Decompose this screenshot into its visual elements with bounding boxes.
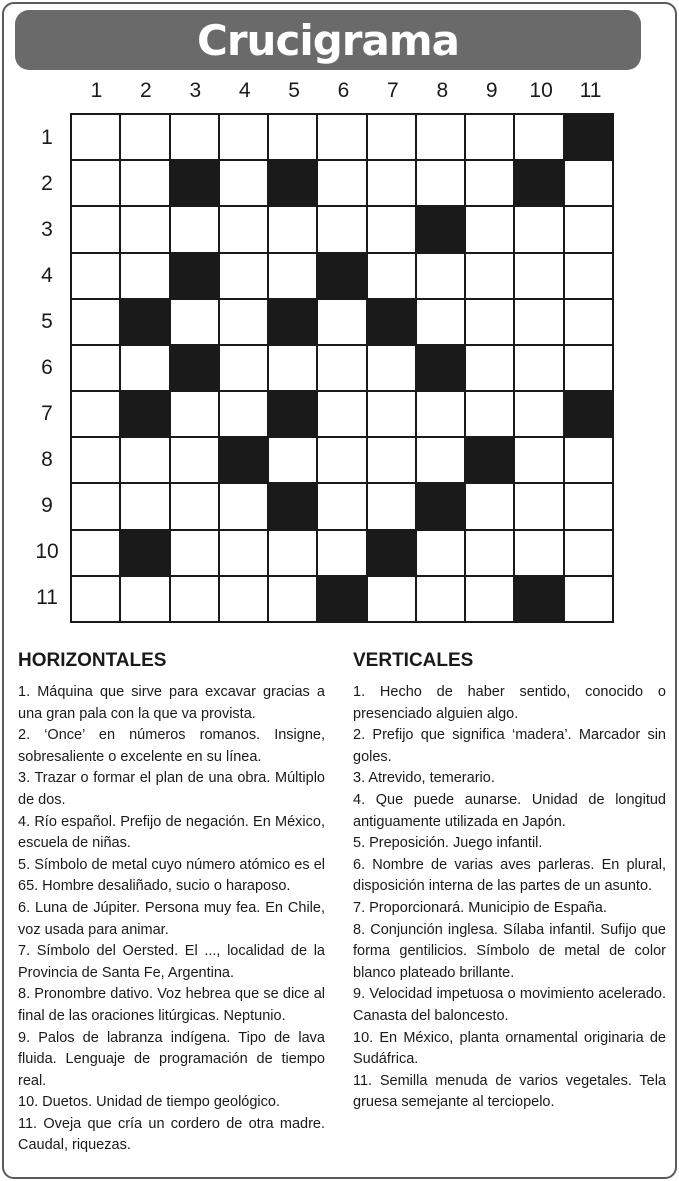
- vertical-clue: 3. Atrevido, temerario.: [353, 770, 495, 787]
- answer-cell[interactable]: [515, 254, 562, 298]
- answer-cell[interactable]: [368, 207, 415, 251]
- answer-cell[interactable]: [220, 577, 267, 621]
- answer-cell[interactable]: [121, 254, 168, 298]
- horizontal-clue: 6. Luna de Júpiter. Persona muy fea. En Chile, voz usada para animar.: [18, 899, 325, 938]
- answer-cell[interactable]: [269, 577, 316, 621]
- row-number: 5: [41, 310, 53, 333]
- answer-cell[interactable]: [515, 115, 562, 159]
- answer-cell[interactable]: [121, 484, 168, 528]
- row-number: 2: [41, 172, 53, 195]
- answer-cell[interactable]: [417, 531, 464, 575]
- row-number: 1: [41, 126, 53, 149]
- answer-cell[interactable]: [121, 207, 168, 251]
- answer-cell[interactable]: [171, 438, 218, 482]
- horizontal-clue: 10. Duetos. Unidad de tiempo geológico.: [18, 1094, 280, 1111]
- answer-cell[interactable]: [171, 577, 218, 621]
- horizontal-clue: 3. Trazar o formar el plan de una obra. Múltiplo de dos.: [18, 770, 325, 808]
- vertical-clue-list: [353, 682, 666, 1114]
- answer-cell[interactable]: [565, 207, 612, 251]
- row-number: 8: [41, 448, 53, 471]
- answer-cell[interactable]: [220, 531, 267, 575]
- column-number: 3: [189, 79, 202, 102]
- vertical-clue: 11. Semilla menuda de varios vegetales. Tela gruesa semejante al terciopelo.: [353, 1072, 666, 1111]
- answer-cell[interactable]: [515, 346, 562, 390]
- answer-cell[interactable]: [171, 300, 218, 344]
- answer-cell[interactable]: [515, 300, 562, 344]
- horizontal-clue: 8. Pronombre dativo. Voz hebrea que se dice al final de las oraciones litúrgicas. Neptunio.: [18, 986, 325, 1024]
- answer-cell[interactable]: [466, 300, 513, 344]
- answer-cell[interactable]: [565, 438, 612, 482]
- answer-cell[interactable]: [515, 207, 562, 251]
- row-number: 4: [41, 264, 53, 287]
- answer-cell[interactable]: [121, 577, 168, 621]
- black-cell: [466, 438, 513, 482]
- vertical-clue: 10. En México, planta ornamental originaria de Sudáfrica.: [353, 1029, 666, 1068]
- answer-cell[interactable]: [417, 392, 464, 436]
- answer-cell[interactable]: [565, 254, 612, 298]
- answer-cell[interactable]: [318, 207, 365, 251]
- answer-cell[interactable]: [515, 438, 562, 482]
- answer-cell[interactable]: [466, 484, 513, 528]
- answer-cell[interactable]: [466, 161, 513, 205]
- black-cell: [515, 577, 562, 621]
- answer-cell[interactable]: [220, 254, 267, 298]
- page-title: Crucigrama: [197, 16, 459, 65]
- answer-cell[interactable]: [72, 346, 119, 390]
- black-cell: [417, 207, 464, 251]
- answer-cell[interactable]: [368, 392, 415, 436]
- answer-cell[interactable]: [318, 346, 365, 390]
- column-number: 6: [337, 79, 350, 102]
- horizontal-clue: 9. Palos de labranza indígena. Tipo de lava fluida. Lenguaje de programación de tiempo real.: [18, 1029, 325, 1089]
- vertical-clues-heading: VERTICALES: [353, 650, 474, 671]
- answer-cell[interactable]: [269, 254, 316, 298]
- answer-cell[interactable]: [466, 346, 513, 390]
- black-cell: [171, 346, 218, 390]
- answer-cell[interactable]: [417, 577, 464, 621]
- row-number: 11: [36, 586, 58, 609]
- answer-cell[interactable]: [417, 115, 464, 159]
- black-cell: [171, 254, 218, 298]
- horizontal-clue: 2. ‘Once’ en números romanos. Insigne, sobresaliente o excelente en su línea.: [18, 727, 325, 765]
- answer-cell[interactable]: [171, 484, 218, 528]
- horizontal-clue-list: [18, 682, 325, 1157]
- row-number: 10: [35, 540, 59, 563]
- column-number: 7: [387, 79, 399, 102]
- answer-cell[interactable]: [368, 577, 415, 621]
- answer-cell[interactable]: [417, 161, 464, 205]
- column-number: 2: [140, 79, 152, 102]
- answer-cell[interactable]: [220, 484, 267, 528]
- answer-cell[interactable]: [318, 531, 365, 575]
- column-number: 11: [579, 79, 602, 102]
- answer-cell[interactable]: [368, 115, 415, 159]
- row-number: 6: [41, 356, 53, 379]
- answer-cell[interactable]: [72, 115, 119, 159]
- vertical-clue: 1. Hecho de haber sentido, conocido o presenciado alguien algo.: [353, 684, 666, 722]
- black-cell: [269, 300, 316, 344]
- black-cell: [121, 531, 168, 575]
- answer-cell[interactable]: [368, 484, 415, 528]
- horizontal-clue: 4. Río español. Prefijo de negación. En México, escuela de niñas.: [18, 813, 325, 852]
- answer-cell[interactable]: [121, 115, 168, 159]
- horizontal-clue: 1. Máquina que sirve para excavar gracias a una gran pala con la que va provista.: [18, 684, 325, 722]
- answer-cell[interactable]: [318, 300, 365, 344]
- black-cell: [417, 346, 464, 390]
- answer-cell[interactable]: [220, 207, 267, 251]
- answer-cell[interactable]: [220, 300, 267, 344]
- answer-cell[interactable]: [72, 254, 119, 298]
- black-cell: [318, 577, 365, 621]
- answer-cell[interactable]: [417, 300, 464, 344]
- black-cell: [269, 392, 316, 436]
- answer-cell[interactable]: [565, 300, 612, 344]
- black-cell: [171, 161, 218, 205]
- horizontal-clue: 7. Símbolo del Oersted. El ..., localidad de la Provincia de Santa Fe, Argentina.: [18, 943, 325, 981]
- vertical-clue: 5. Preposición. Juego infantil.: [353, 835, 543, 852]
- answer-cell[interactable]: [121, 346, 168, 390]
- vertical-clue: 9. Velocidad impetuosa o movimiento acelerado. Canasta del baloncesto.: [353, 986, 666, 1024]
- answer-cell[interactable]: [269, 346, 316, 390]
- answer-cell[interactable]: [72, 484, 119, 528]
- answer-cell[interactable]: [318, 161, 365, 205]
- answer-cell[interactable]: [466, 115, 513, 159]
- horizontal-clue: 5. Símbolo de metal cuyo número atómico es el 65. Hombre desaliñado, sucio o haraposo.: [18, 856, 325, 895]
- answer-cell[interactable]: [565, 484, 612, 528]
- answer-cell[interactable]: [318, 438, 365, 482]
- answer-cell[interactable]: [72, 207, 119, 251]
- answer-cell[interactable]: [565, 577, 612, 621]
- row-number: 7: [41, 402, 53, 425]
- answer-cell[interactable]: [515, 392, 562, 436]
- answer-cell[interactable]: [515, 531, 562, 575]
- black-cell: [269, 484, 316, 528]
- answer-cell[interactable]: [466, 392, 513, 436]
- answer-cell[interactable]: [72, 438, 119, 482]
- answer-cell[interactable]: [368, 346, 415, 390]
- black-cell: [269, 161, 316, 205]
- answer-cell[interactable]: [171, 207, 218, 251]
- answer-cell[interactable]: [171, 392, 218, 436]
- crossword-grid: [70, 113, 614, 623]
- black-cell: [565, 392, 612, 436]
- answer-cell[interactable]: [466, 254, 513, 298]
- answer-cell[interactable]: [565, 531, 612, 575]
- answer-cell[interactable]: [417, 254, 464, 298]
- answer-cell[interactable]: [121, 438, 168, 482]
- answer-cell[interactable]: [220, 161, 267, 205]
- answer-cell[interactable]: [121, 161, 168, 205]
- vertical-clue: 8. Conjunción inglesa. Sílaba infantil. Sufijo que forma gentilicios. Símbolo de metal de color blanco plateado brillante.: [353, 921, 666, 981]
- horizontal-clues-heading: HORIZONTALES: [18, 650, 167, 671]
- black-cell: [121, 392, 168, 436]
- answer-cell[interactable]: [269, 438, 316, 482]
- answer-cell[interactable]: [220, 346, 267, 390]
- black-cell: [220, 438, 267, 482]
- column-number: 10: [529, 79, 553, 102]
- answer-cell[interactable]: [220, 115, 267, 159]
- answer-cell[interactable]: [565, 346, 612, 390]
- answer-cell[interactable]: [171, 531, 218, 575]
- answer-cell[interactable]: [269, 531, 316, 575]
- black-cell: [565, 115, 612, 159]
- answer-cell[interactable]: [72, 531, 119, 575]
- answer-cell[interactable]: [269, 115, 316, 159]
- row-number: 9: [41, 494, 53, 517]
- answer-cell[interactable]: [466, 531, 513, 575]
- black-cell: [368, 300, 415, 344]
- row-number: 3: [41, 218, 53, 241]
- answer-cell[interactable]: [269, 207, 316, 251]
- answer-cell[interactable]: [220, 392, 267, 436]
- column-number: 5: [288, 79, 300, 102]
- horizontal-clue: 11. Oveja que cría un cordero de otra madre. Caudal, riquezas.: [18, 1115, 325, 1154]
- answer-cell[interactable]: [318, 484, 365, 528]
- answer-cell[interactable]: [466, 207, 513, 251]
- answer-cell[interactable]: [565, 161, 612, 205]
- black-cell: [368, 531, 415, 575]
- vertical-clues: [353, 650, 666, 1114]
- column-number: 8: [436, 79, 449, 102]
- title-banner: [15, 10, 641, 70]
- answer-cell[interactable]: [318, 392, 365, 436]
- vertical-clue: 2. Prefijo que significa ‘madera’. Marcador sin goles.: [353, 727, 666, 765]
- answer-cell[interactable]: [515, 484, 562, 528]
- vertical-clue: 6. Nombre de varias aves parleras. En plural, disposición interna de las partes de un asunto.: [353, 856, 666, 895]
- answer-cell[interactable]: [466, 577, 513, 621]
- vertical-clue: 7. Proporcionará. Municipio de España.: [353, 899, 607, 916]
- answer-cell[interactable]: [72, 577, 119, 621]
- answer-cell[interactable]: [368, 254, 415, 298]
- horizontal-clues: [18, 650, 325, 1157]
- answer-cell[interactable]: [171, 115, 218, 159]
- column-number: 4: [238, 79, 251, 102]
- answer-cell[interactable]: [368, 438, 415, 482]
- black-cell: [318, 254, 365, 298]
- vertical-clue: 4. Que puede aunarse. Unidad de longitud antiguamente utilizada en Japón.: [353, 791, 666, 830]
- answer-cell[interactable]: [72, 300, 119, 344]
- answer-cell[interactable]: [72, 392, 119, 436]
- answer-cell[interactable]: [417, 438, 464, 482]
- answer-cell[interactable]: [318, 115, 365, 159]
- black-cell: [417, 484, 464, 528]
- column-number: 9: [485, 79, 498, 102]
- answer-cell[interactable]: [72, 161, 119, 205]
- column-number: 1: [90, 79, 103, 102]
- answer-cell[interactable]: [368, 161, 415, 205]
- black-cell: [121, 300, 168, 344]
- black-cell: [515, 161, 562, 205]
